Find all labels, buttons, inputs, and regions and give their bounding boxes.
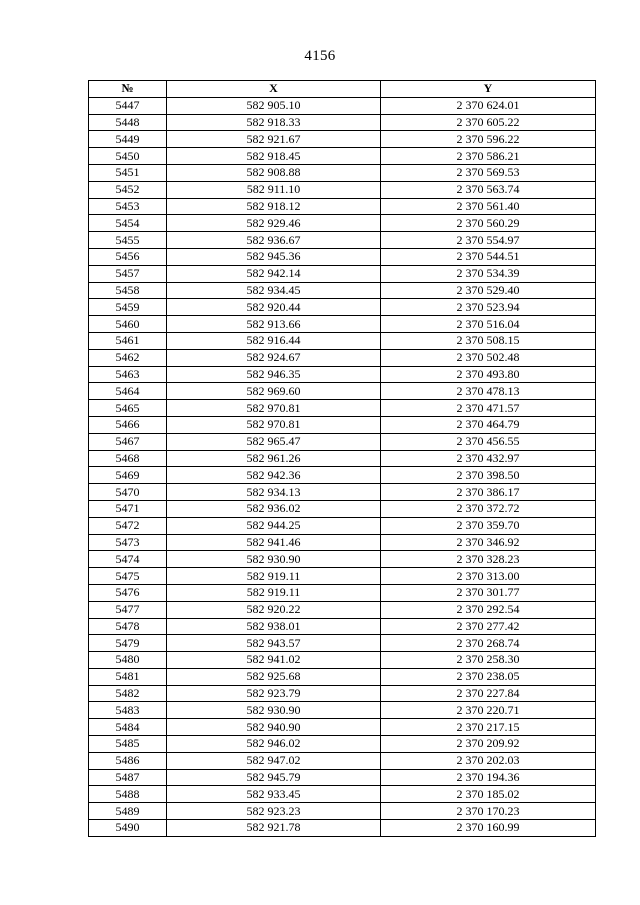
cell-x: 582 921.67 [167,131,381,148]
cell-y: 2 370 359.70 [381,517,596,534]
table-header [89,81,596,98]
cell-number: 5490 [89,820,167,837]
cell-y: 2 370 563.74 [381,181,596,198]
cell-y: 2 370 194.36 [381,769,596,786]
table-row [89,282,596,299]
cell-number: 5466 [89,416,167,433]
header-number: № [89,81,167,98]
cell-x: 582 940.90 [167,719,381,736]
cell-y: 2 370 185.02 [381,786,596,803]
table-row [89,803,596,820]
cell-x: 582 913.66 [167,316,381,333]
cell-x: 582 965.47 [167,433,381,450]
cell-y: 2 370 586.21 [381,148,596,165]
cell-y: 2 370 529.40 [381,282,596,299]
cell-number: 5471 [89,500,167,517]
cell-number: 5453 [89,198,167,215]
cell-y: 2 370 464.79 [381,416,596,433]
cell-y: 2 370 217.15 [381,719,596,736]
cell-y: 2 370 209.92 [381,736,596,753]
cell-x: 582 970.81 [167,400,381,417]
cell-y: 2 370 478.13 [381,383,596,400]
cell-x: 582 921.78 [167,820,381,837]
cell-number: 5458 [89,282,167,299]
cell-number: 5465 [89,400,167,417]
cell-number: 5468 [89,450,167,467]
cell-x: 582 920.44 [167,299,381,316]
cell-number: 5455 [89,232,167,249]
cell-x: 582 908.88 [167,164,381,181]
cell-y: 2 370 596.22 [381,131,596,148]
cell-number: 5484 [89,719,167,736]
cell-number: 5449 [89,131,167,148]
cell-y: 2 370 493.80 [381,366,596,383]
cell-x: 582 905.10 [167,97,381,114]
cell-x: 582 923.79 [167,685,381,702]
cell-number: 5474 [89,551,167,568]
cell-number: 5467 [89,433,167,450]
header-x: X [167,81,381,98]
cell-y: 2 370 238.05 [381,668,596,685]
table-row [89,769,596,786]
cell-number: 5457 [89,265,167,282]
table-row [89,316,596,333]
table-row [89,685,596,702]
cell-x: 582 942.14 [167,265,381,282]
cell-number: 5488 [89,786,167,803]
table-row [89,400,596,417]
cell-x: 582 946.35 [167,366,381,383]
table-row [89,635,596,652]
cell-y: 2 370 544.51 [381,248,596,265]
cell-number: 5463 [89,366,167,383]
cell-x: 582 938.01 [167,618,381,635]
cell-number: 5479 [89,635,167,652]
table-row [89,820,596,837]
cell-x: 582 946.02 [167,736,381,753]
cell-x: 582 947.02 [167,752,381,769]
table-row [89,366,596,383]
table-row [89,584,596,601]
table-row [89,198,596,215]
cell-x: 582 925.68 [167,668,381,685]
cell-x: 582 911.10 [167,181,381,198]
table-row [89,517,596,534]
table-row [89,232,596,249]
cell-y: 2 370 227.84 [381,685,596,702]
cell-number: 5454 [89,215,167,232]
cell-number: 5464 [89,383,167,400]
cell-x: 582 919.11 [167,584,381,601]
cell-y: 2 370 432.97 [381,450,596,467]
table-row [89,702,596,719]
cell-number: 5473 [89,534,167,551]
cell-y: 2 370 569.53 [381,164,596,181]
cell-number: 5480 [89,652,167,669]
table-row [89,786,596,803]
table-row [89,416,596,433]
table-row [89,618,596,635]
table-row [89,500,596,517]
cell-number: 5482 [89,685,167,702]
cell-number: 5462 [89,349,167,366]
cell-x: 582 934.45 [167,282,381,299]
cell-x: 582 930.90 [167,551,381,568]
cell-y: 2 370 372.72 [381,500,596,517]
table-row [89,383,596,400]
table-row [89,114,596,131]
cell-y: 2 370 277.42 [381,618,596,635]
cell-number: 5451 [89,164,167,181]
cell-y: 2 370 268.74 [381,635,596,652]
table-row [89,181,596,198]
cell-x: 582 920.22 [167,601,381,618]
table-row [89,450,596,467]
cell-x: 582 936.02 [167,500,381,517]
cell-number: 5476 [89,584,167,601]
cell-number: 5459 [89,299,167,316]
cell-x: 582 970.81 [167,416,381,433]
cell-x: 582 945.79 [167,769,381,786]
cell-y: 2 370 508.15 [381,332,596,349]
cell-y: 2 370 516.04 [381,316,596,333]
cell-x: 582 936.67 [167,232,381,249]
table-row [89,551,596,568]
cell-y: 2 370 534.39 [381,265,596,282]
cell-x: 582 933.45 [167,786,381,803]
cell-number: 5487 [89,769,167,786]
cell-x: 582 924.67 [167,349,381,366]
cell-y: 2 370 624.01 [381,97,596,114]
cell-number: 5472 [89,517,167,534]
table-row [89,668,596,685]
cell-number: 5448 [89,114,167,131]
table-row [89,332,596,349]
table-row [89,752,596,769]
table-row [89,568,596,585]
cell-number: 5481 [89,668,167,685]
cell-y: 2 370 313.00 [381,568,596,585]
cell-number: 5477 [89,601,167,618]
header-row [89,81,596,98]
cell-number: 5470 [89,484,167,501]
cell-number: 5456 [89,248,167,265]
cell-y: 2 370 202.03 [381,752,596,769]
cell-number: 5460 [89,316,167,333]
cell-y: 2 370 560.29 [381,215,596,232]
table-row [89,131,596,148]
cell-x: 582 919.11 [167,568,381,585]
cell-x: 582 918.45 [167,148,381,165]
cell-x: 582 918.33 [167,114,381,131]
table-row [89,433,596,450]
table-row [89,215,596,232]
cell-y: 2 370 328.23 [381,551,596,568]
cell-number: 5475 [89,568,167,585]
cell-number: 5485 [89,736,167,753]
cell-y: 2 370 561.40 [381,198,596,215]
cell-number: 5478 [89,618,167,635]
cell-y: 2 370 456.55 [381,433,596,450]
cell-x: 582 923.23 [167,803,381,820]
coordinates-table [88,80,596,837]
cell-x: 582 934.13 [167,484,381,501]
cell-x: 582 944.25 [167,517,381,534]
page-number: 4156 [304,48,336,64]
table-row [89,719,596,736]
cell-x: 582 969.60 [167,383,381,400]
cell-number: 5447 [89,97,167,114]
table-row [89,97,596,114]
table-row [89,248,596,265]
cell-y: 2 370 160.99 [381,820,596,837]
table-row [89,299,596,316]
table-row [89,148,596,165]
cell-y: 2 370 502.48 [381,349,596,366]
cell-x: 582 961.26 [167,450,381,467]
cell-y: 2 370 292.54 [381,601,596,618]
table-body [89,97,596,836]
table-row [89,467,596,484]
table-row [89,164,596,181]
table-row [89,484,596,501]
cell-y: 2 370 523.94 [381,299,596,316]
table-row [89,349,596,366]
table-row [89,265,596,282]
cell-number: 5461 [89,332,167,349]
cell-y: 2 370 386.17 [381,484,596,501]
cell-y: 2 370 220.71 [381,702,596,719]
table-row [89,652,596,669]
cell-y: 2 370 398.50 [381,467,596,484]
cell-x: 582 942.36 [167,467,381,484]
cell-x: 582 929.46 [167,215,381,232]
cell-number: 5486 [89,752,167,769]
cell-y: 2 370 301.77 [381,584,596,601]
table-row [89,534,596,551]
cell-y: 2 370 605.22 [381,114,596,131]
cell-number: 5450 [89,148,167,165]
cell-number: 5483 [89,702,167,719]
cell-x: 582 930.90 [167,702,381,719]
cell-y: 2 370 346.92 [381,534,596,551]
cell-x: 582 941.46 [167,534,381,551]
cell-y: 2 370 170.23 [381,803,596,820]
cell-number: 5469 [89,467,167,484]
cell-y: 2 370 554.97 [381,232,596,249]
cell-y: 2 370 471.57 [381,400,596,417]
cell-x: 582 943.57 [167,635,381,652]
header-y: Y [381,81,596,98]
table-row [89,736,596,753]
cell-number: 5452 [89,181,167,198]
cell-x: 582 916.44 [167,332,381,349]
table-row [89,601,596,618]
cell-y: 2 370 258.30 [381,652,596,669]
cell-x: 582 918.12 [167,198,381,215]
cell-number: 5489 [89,803,167,820]
cell-x: 582 945.36 [167,248,381,265]
cell-x: 582 941.02 [167,652,381,669]
